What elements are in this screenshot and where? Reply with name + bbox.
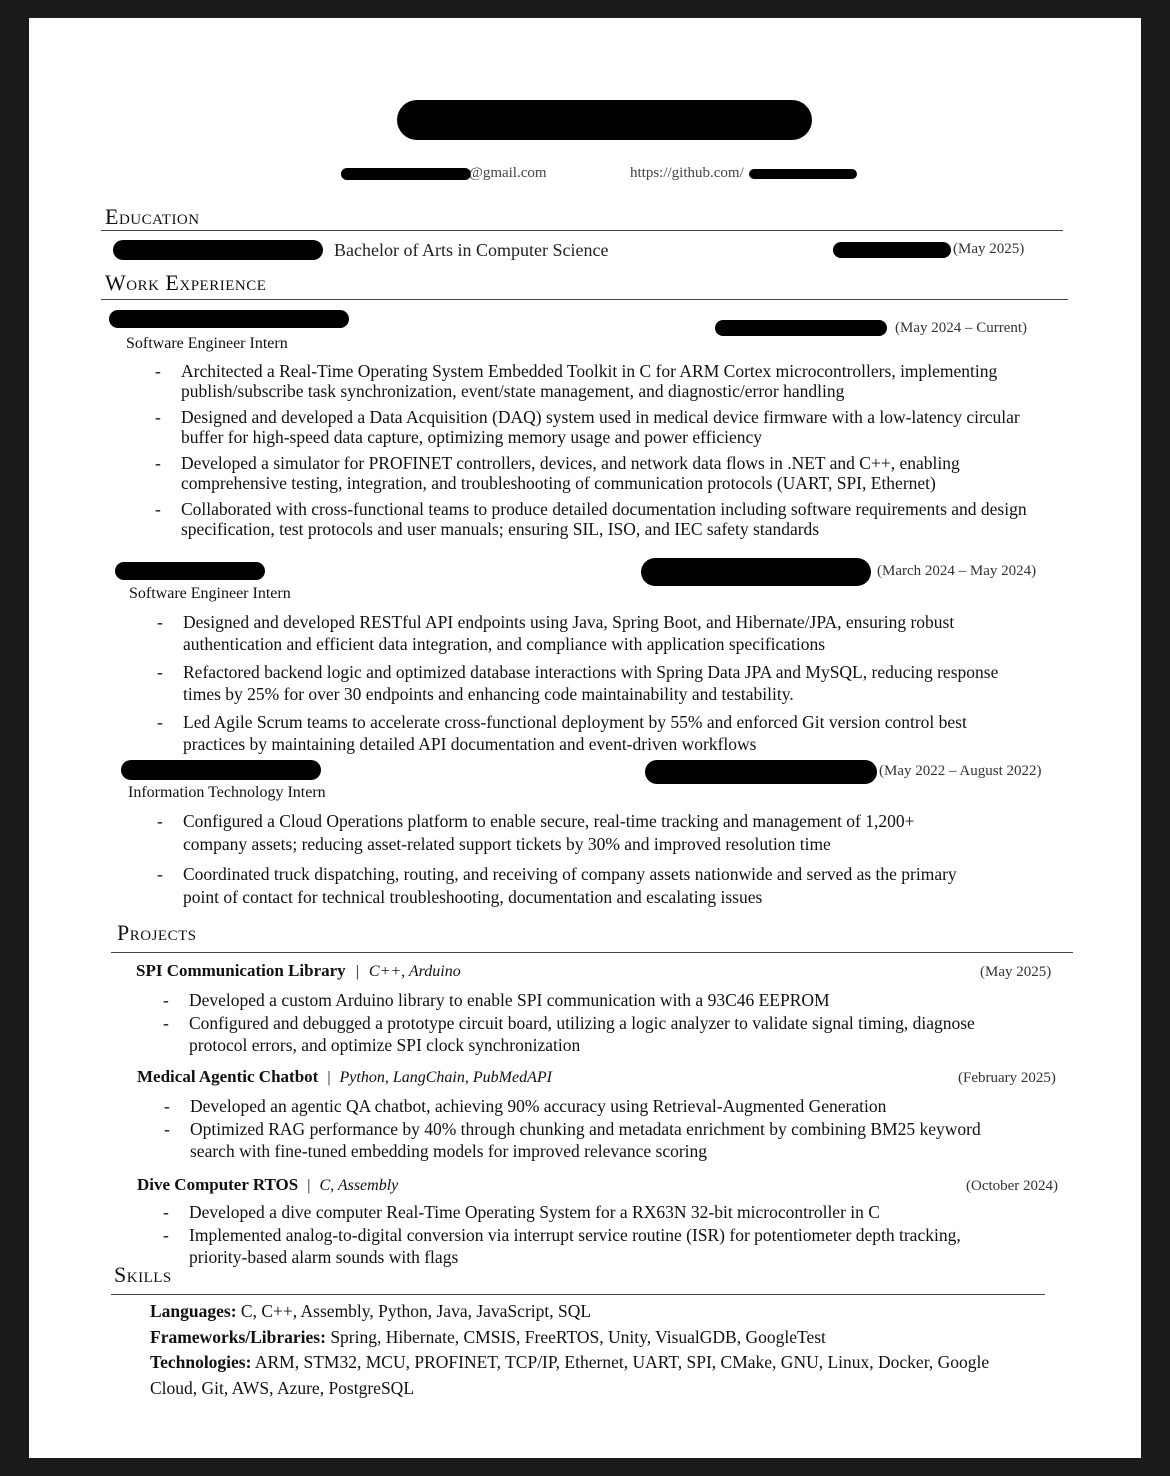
languages-value: C, C++, Assembly, Python, Java, JavaScript, SQL xyxy=(240,1301,592,1321)
project-3-name: Dive Computer RTOS xyxy=(137,1175,299,1194)
skills-technologies xyxy=(150,1350,1020,1401)
project-1-tech: C++, Arduino xyxy=(368,963,461,980)
project-3-date: (October 2024) xyxy=(966,1178,1059,1194)
list-item: - Configured a Cloud Operations platform to enable secure, real-time tracking and management of 1,200+ company assets; reducing asset-related support tickets by 30% and improved resolution time xyxy=(157,810,957,856)
list-item: - Refactored backend logic and optimized database interactions with Spring Data JPA and MySQL, reducing response times by 25% for over 30 endpoints and enhancing code maintainability and testability. xyxy=(157,661,1017,705)
list-item: - Developed a custom Arduino library to enable SPI communication with a 93C46 EEPROM xyxy=(163,989,1023,1011)
list-item: - Collaborated with cross-functional teams to produce detailed documentation including software requirements and design specification, test protocols and user manuals; ensuring SIL, ISO, and IEC safety standards xyxy=(155,499,1035,539)
list-item: - Configured and debugged a prototype circuit board, utilizing a logic analyzer to validate signal timing, diagnose protocol errors, and optimize SPI clock synchronization xyxy=(163,1012,1023,1056)
project-1-date: (May 2025) xyxy=(980,964,1052,980)
project-1-bullets xyxy=(163,989,1023,1062)
redacted-email-user xyxy=(341,168,471,180)
job-1-date: (May 2024 – Current) xyxy=(895,320,1028,336)
separator: | xyxy=(355,963,359,980)
list-item: - Developed an agentic QA chatbot, achieving 90% accuracy using Retrieval-Augmented Generation xyxy=(164,1095,984,1117)
job-3-role: Information Technology Intern xyxy=(128,784,326,801)
email-suffix[interactable]: @gmail.com xyxy=(469,165,547,181)
education-heading: Education xyxy=(105,204,200,229)
skills-heading: Skills xyxy=(114,1262,172,1287)
list-item: - Optimized RAG performance by 40% through chunking and metadata enrichment by combining BM25 keyword search with fine-tuned embedding models for improved relevance scoring xyxy=(164,1118,984,1162)
job-2-role: Software Engineer Intern xyxy=(129,585,291,602)
separator: | xyxy=(307,1177,311,1194)
job-1-bullets xyxy=(155,361,1035,545)
frameworks-label: Frameworks/Libraries: xyxy=(150,1326,326,1347)
list-item: - Developed a simulator for PROFINET controllers, devices, and network data flows in .NET and C++, enabling comprehensive testing, integration, and troubleshooting of communication protocols (UART, SPI, Ethernet) xyxy=(155,453,1035,493)
list-item: - Developed a dive computer Real-Time Operating System for a RX63N 32-bit microcontroller in C xyxy=(163,1201,1023,1223)
skills-block xyxy=(150,1299,1020,1401)
resume-page xyxy=(29,18,1141,1458)
redacted-school xyxy=(113,240,323,260)
list-item: - Designed and developed RESTful API endpoints using Java, Spring Boot, and Hibernate/JPA, ensuring robust authentication and efficient data integration, and compliance with application specifications xyxy=(157,611,1017,655)
technologies-label: Technologies: xyxy=(150,1352,252,1372)
redacted-company-1 xyxy=(109,310,349,328)
technologies-value: ARM, STM32, MCU, PROFINET, TCP/IP, Ethernet, UART, SPI, CMake, GNU, Linux, Docker, Google Cloud, Git, AWS, Azure, PostgreSQL xyxy=(150,1352,990,1398)
work-rule xyxy=(101,299,1068,300)
projects-heading: Projects xyxy=(117,920,197,945)
project-2-tech: Python, LangChain, PubMedAPI xyxy=(339,1069,552,1086)
project-1-header xyxy=(136,961,461,981)
github-link[interactable]: https://github.com/ xyxy=(630,165,744,181)
job-3-date: (May 2022 – August 2022) xyxy=(879,763,1042,779)
languages-label: Languages: xyxy=(150,1301,237,1321)
project-1-name: SPI Communication Library xyxy=(136,961,346,980)
project-2-date: (February 2025) xyxy=(958,1070,1056,1086)
project-2-header xyxy=(137,1067,552,1087)
work-heading: Work Experience xyxy=(105,270,267,295)
separator: | xyxy=(327,1069,331,1086)
redacted-school-location xyxy=(833,242,951,258)
list-item: - Designed and developed a Data Acquisition (DAQ) system used in medical device firmware with a low-latency circular buffer for high-speed data capture, optimizing memory usage and power efficiency xyxy=(155,407,1035,447)
redacted-location-3 xyxy=(645,760,877,784)
list-item: - Coordinated truck dispatching, routing, and receiving of company assets nationwide and served as the primary point of contact for technical troubleshooting, documentation and escalating issues xyxy=(157,863,957,909)
job-1-role: Software Engineer Intern xyxy=(126,335,288,352)
redacted-location-1 xyxy=(715,320,887,336)
degree: Bachelor of Arts in Computer Science xyxy=(334,240,609,260)
projects-rule xyxy=(111,952,1073,953)
list-item: - Architected a Real-Time Operating System Embedded Toolkit in C for ARM Cortex microcontrollers, implementing publish/subscribe task synchronization, event/state management, and diagnostic/error handling xyxy=(155,361,1035,401)
project-3-header xyxy=(137,1175,398,1195)
skills-frameworks xyxy=(150,1325,1020,1351)
job-2-bullets xyxy=(157,611,1017,761)
redacted-name xyxy=(397,100,812,140)
project-3-tech: C, Assembly xyxy=(319,1177,399,1194)
job-3-bullets xyxy=(157,810,957,915)
redacted-company-2 xyxy=(115,562,265,580)
education-date: (May 2025) xyxy=(953,241,1025,257)
job-2-date: (March 2024 – May 2024) xyxy=(877,563,1037,579)
redacted-location-2 xyxy=(641,558,871,586)
frameworks-value: Spring, Hibernate, CMSIS, FreeRTOS, Unity, VisualGDB, GoogleTest xyxy=(330,1326,826,1347)
redacted-github-user xyxy=(749,169,857,179)
skills-languages xyxy=(150,1299,1020,1325)
project-3-bullets xyxy=(163,1201,1023,1274)
list-item: - Led Agile Scrum teams to accelerate cross-functional deployment by 55% and enforced Git version control best practices by maintaining detailed API documentation and event-driven workflows xyxy=(157,711,1017,755)
redacted-company-3 xyxy=(121,760,321,780)
skills-rule xyxy=(111,1294,1045,1295)
list-item: - Implemented analog-to-digital conversion via interrupt service routine (ISR) for potentiometer depth tracking, priority-based alarm sounds with flags xyxy=(163,1224,1023,1268)
project-2-bullets xyxy=(164,1095,984,1168)
education-rule xyxy=(101,230,1063,231)
project-2-name: Medical Agentic Chatbot xyxy=(137,1067,319,1086)
